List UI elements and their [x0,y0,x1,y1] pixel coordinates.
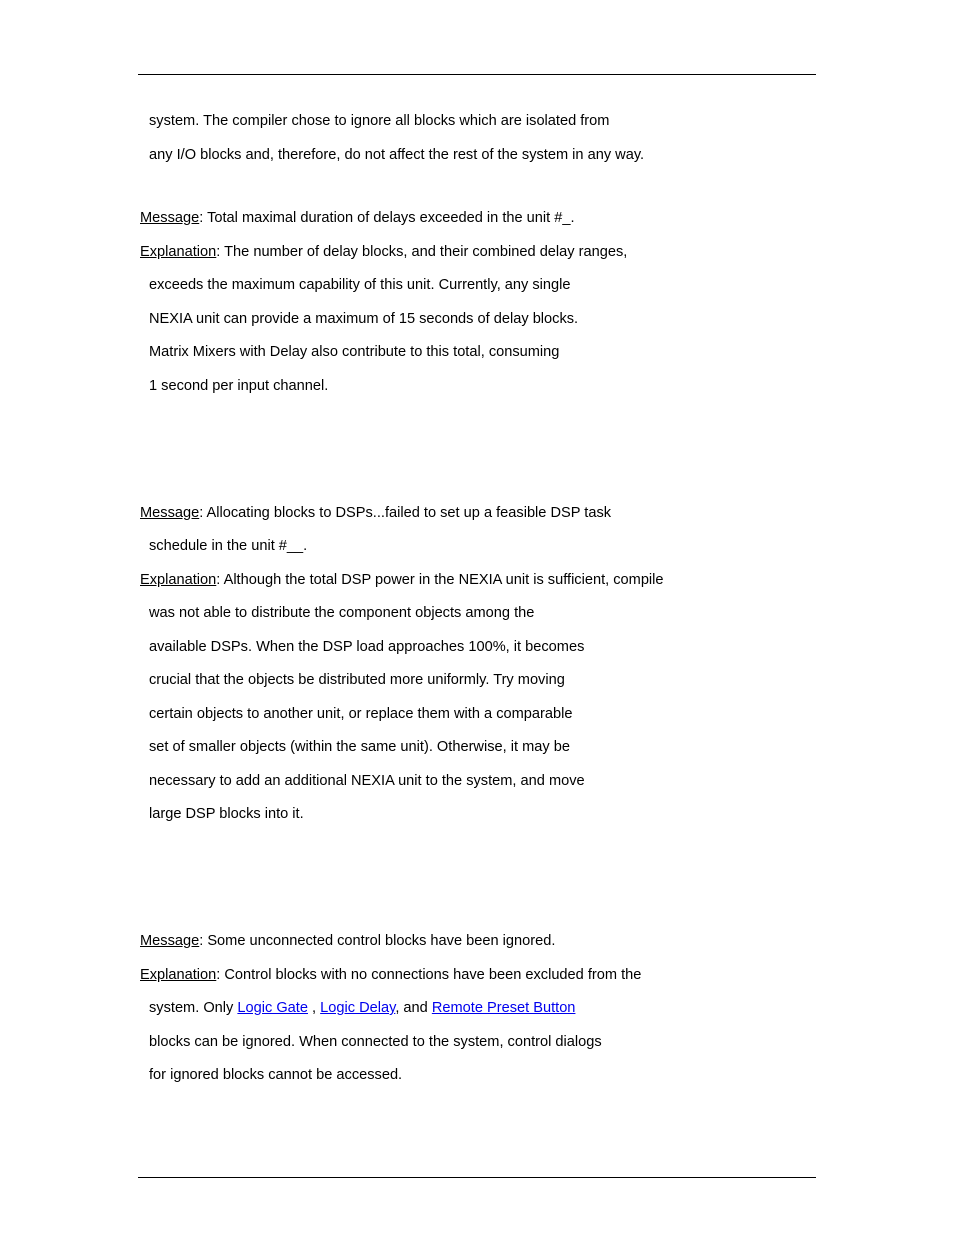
explanation-text: available DSPs. When the DSP load approaches 100%, it becomes [149,639,585,655]
message-label: Message [140,505,200,521]
header-rule [138,74,816,75]
message-label: Message [140,210,200,226]
explanation-label: Explanation [140,967,217,983]
explanation-text: was not able to distribute the component objects among the [149,605,535,621]
message-text: : Allocating blocks to DSPs...failed to set up a feasible DSP task [199,505,612,521]
explanation-text: : Although the total DSP power in the NEXIA unit is sufficient, compile [216,572,664,588]
explanation-line [140,243,627,261]
explanation-label: Explanation [140,244,217,260]
explanation-text: : Control blocks with no connections have been excluded from the [216,967,642,983]
message-line [140,504,611,522]
explanation-text: crucial that the objects be distributed more uniformly. Try moving [149,672,565,688]
explanation-text: 1 second per input channel. [149,378,329,394]
intro-line: any I/O blocks and, therefore, do not affect the rest of the system in any way. [149,147,645,163]
explanation-text: Matrix Mixers with Delay also contribute to this total, consuming [149,344,560,360]
message-text: : Total maximal duration of delays exceeded in the unit #_. [199,210,575,226]
link-separator: , [307,1000,321,1016]
explanation-text: system. Only [149,1000,238,1016]
explanation-text: NEXIA unit can provide a maximum of 15 seconds of delay blocks. [149,311,579,327]
link-separator: , and [395,1000,432,1016]
explanation-links-line [149,999,575,1017]
explanation-text: exceeds the maximum capability of this unit. Currently, any single [149,277,571,293]
explanation-text: large DSP blocks into it. [149,806,304,822]
logic-delay-link[interactable]: Logic Delay [320,1000,396,1016]
explanation-text: set of smaller objects (within the same unit). Otherwise, it may be [149,739,570,755]
message-line [140,209,575,227]
message-label: Message [140,933,200,949]
message-text: : Some unconnected control blocks have been ignored. [199,933,556,949]
intro-line: system. The compiler chose to ignore all blocks which are isolated from [149,113,610,129]
explanation-text: blocks can be ignored. When connected to the system, control dialogs [149,1034,602,1050]
logic-gate-link[interactable]: Logic Gate [237,1000,308,1016]
explanation-label: Explanation [140,572,217,588]
footer-rule [138,1177,816,1178]
message-line [140,932,555,950]
explanation-text: necessary to add an additional NEXIA unit to the system, and move [149,773,585,789]
remote-preset-button-link[interactable]: Remote Preset Button [431,1000,576,1016]
explanation-text: certain objects to another unit, or replace them with a comparable [149,706,573,722]
explanation-text: for ignored blocks cannot be accessed. [149,1067,403,1083]
explanation-line [140,571,664,589]
message-text: schedule in the unit #__. [149,538,308,554]
explanation-line [140,966,641,984]
explanation-text: : The number of delay blocks, and their combined delay ranges, [216,244,628,260]
